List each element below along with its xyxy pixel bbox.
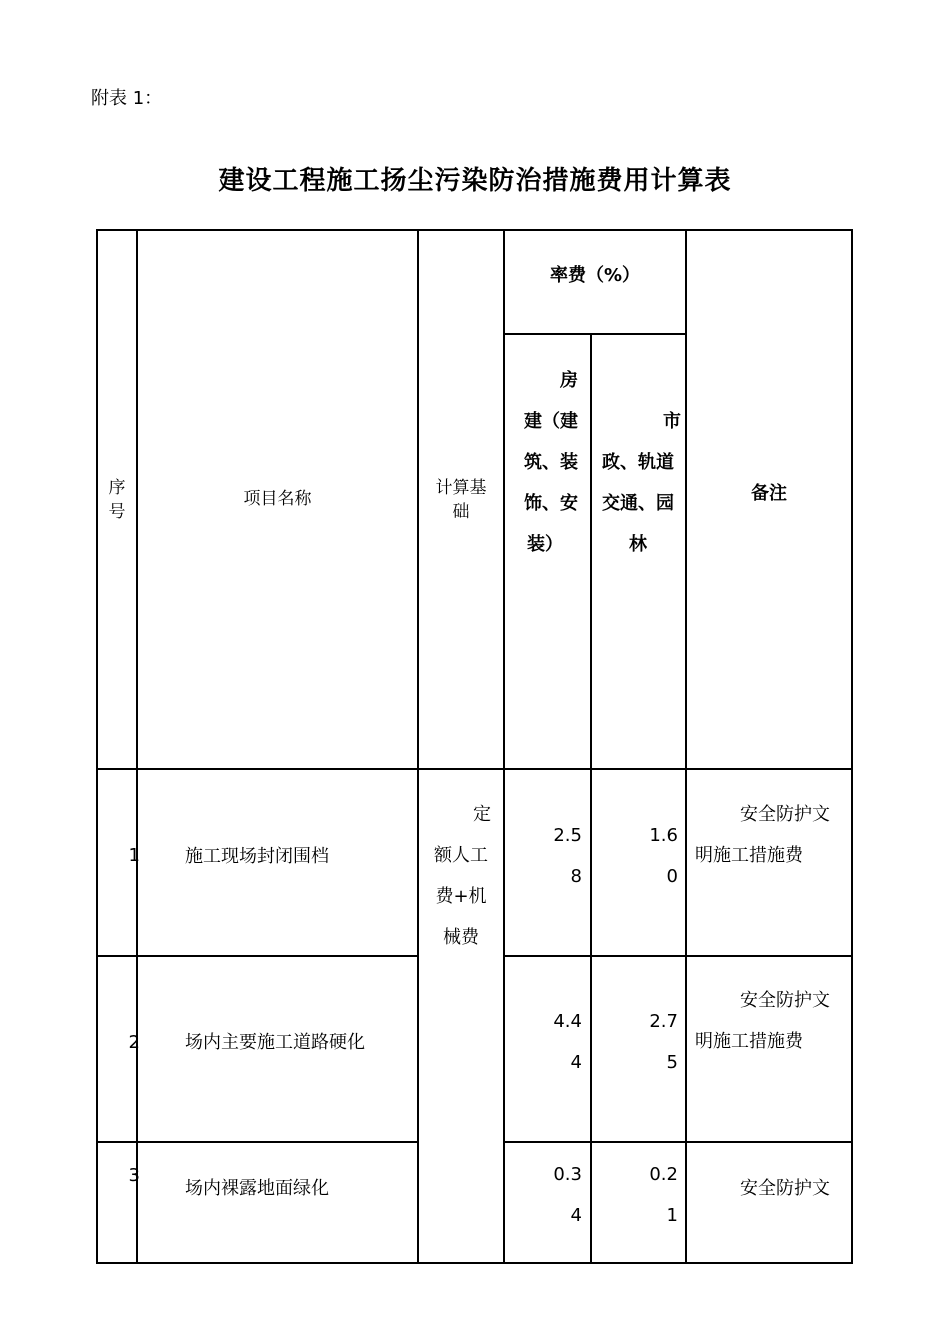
table-border-bottom [96,1262,853,1264]
header-calc-base: 计算基 础 [435,478,487,522]
row-seq: 3 [128,1165,140,1186]
header-item-name: 项目名称 [243,489,312,509]
row-item-name: 场内主要施工道路硬化 [185,1032,365,1053]
table-divider [503,1141,853,1143]
row-remark: 安全防护文 明施工措施费 [695,804,830,866]
table-divider [417,229,419,1264]
row-item-name: 施工现场封闭围档 [185,846,329,867]
row-remark: 安全防护文 [740,1178,830,1199]
table-divider [503,333,687,335]
row-item-name: 场内裸露地面绿化 [185,1178,329,1199]
row-municipal-rate: 0.2 1 [649,1164,678,1226]
table-divider [503,229,505,1264]
table-divider [590,333,592,1264]
page-title: 建设工程施工扬尘污染防治措施费用计算表 [218,166,732,196]
header-municipal: 市 政、轨道 交通、园 林 [602,411,681,555]
row-municipal-rate: 1.6 0 [649,825,678,887]
row-housing-rate: 2.5 8 [553,825,582,887]
table-divider [96,1141,419,1143]
header-remark: 备注 [751,483,787,504]
table-divider [685,229,687,1264]
row-municipal-rate: 2.7 5 [649,1011,678,1073]
table-divider [136,229,138,1264]
calc-base-value: 定 额人工 费+机 械费 [434,804,491,948]
row-remark: 安全防护文 明施工措施费 [695,990,830,1052]
row-seq: 2 [128,1032,140,1053]
table-divider [96,768,853,770]
table-border-left [96,229,98,1264]
row-seq: 1 [128,845,140,866]
table-divider [503,955,853,957]
header-housing: 房 建（建 筑、装 饰、安 装） [524,370,578,555]
table-divider [96,955,419,957]
header-rate-group: 率费（%） [549,265,641,286]
table-border-right [851,229,853,1264]
row-housing-rate: 0.3 4 [553,1164,582,1226]
table-border-top [96,229,853,231]
attachment-label: 附表 1： [91,88,163,109]
row-housing-rate: 4.4 4 [553,1011,582,1073]
header-seq: 序 号 [108,478,126,522]
